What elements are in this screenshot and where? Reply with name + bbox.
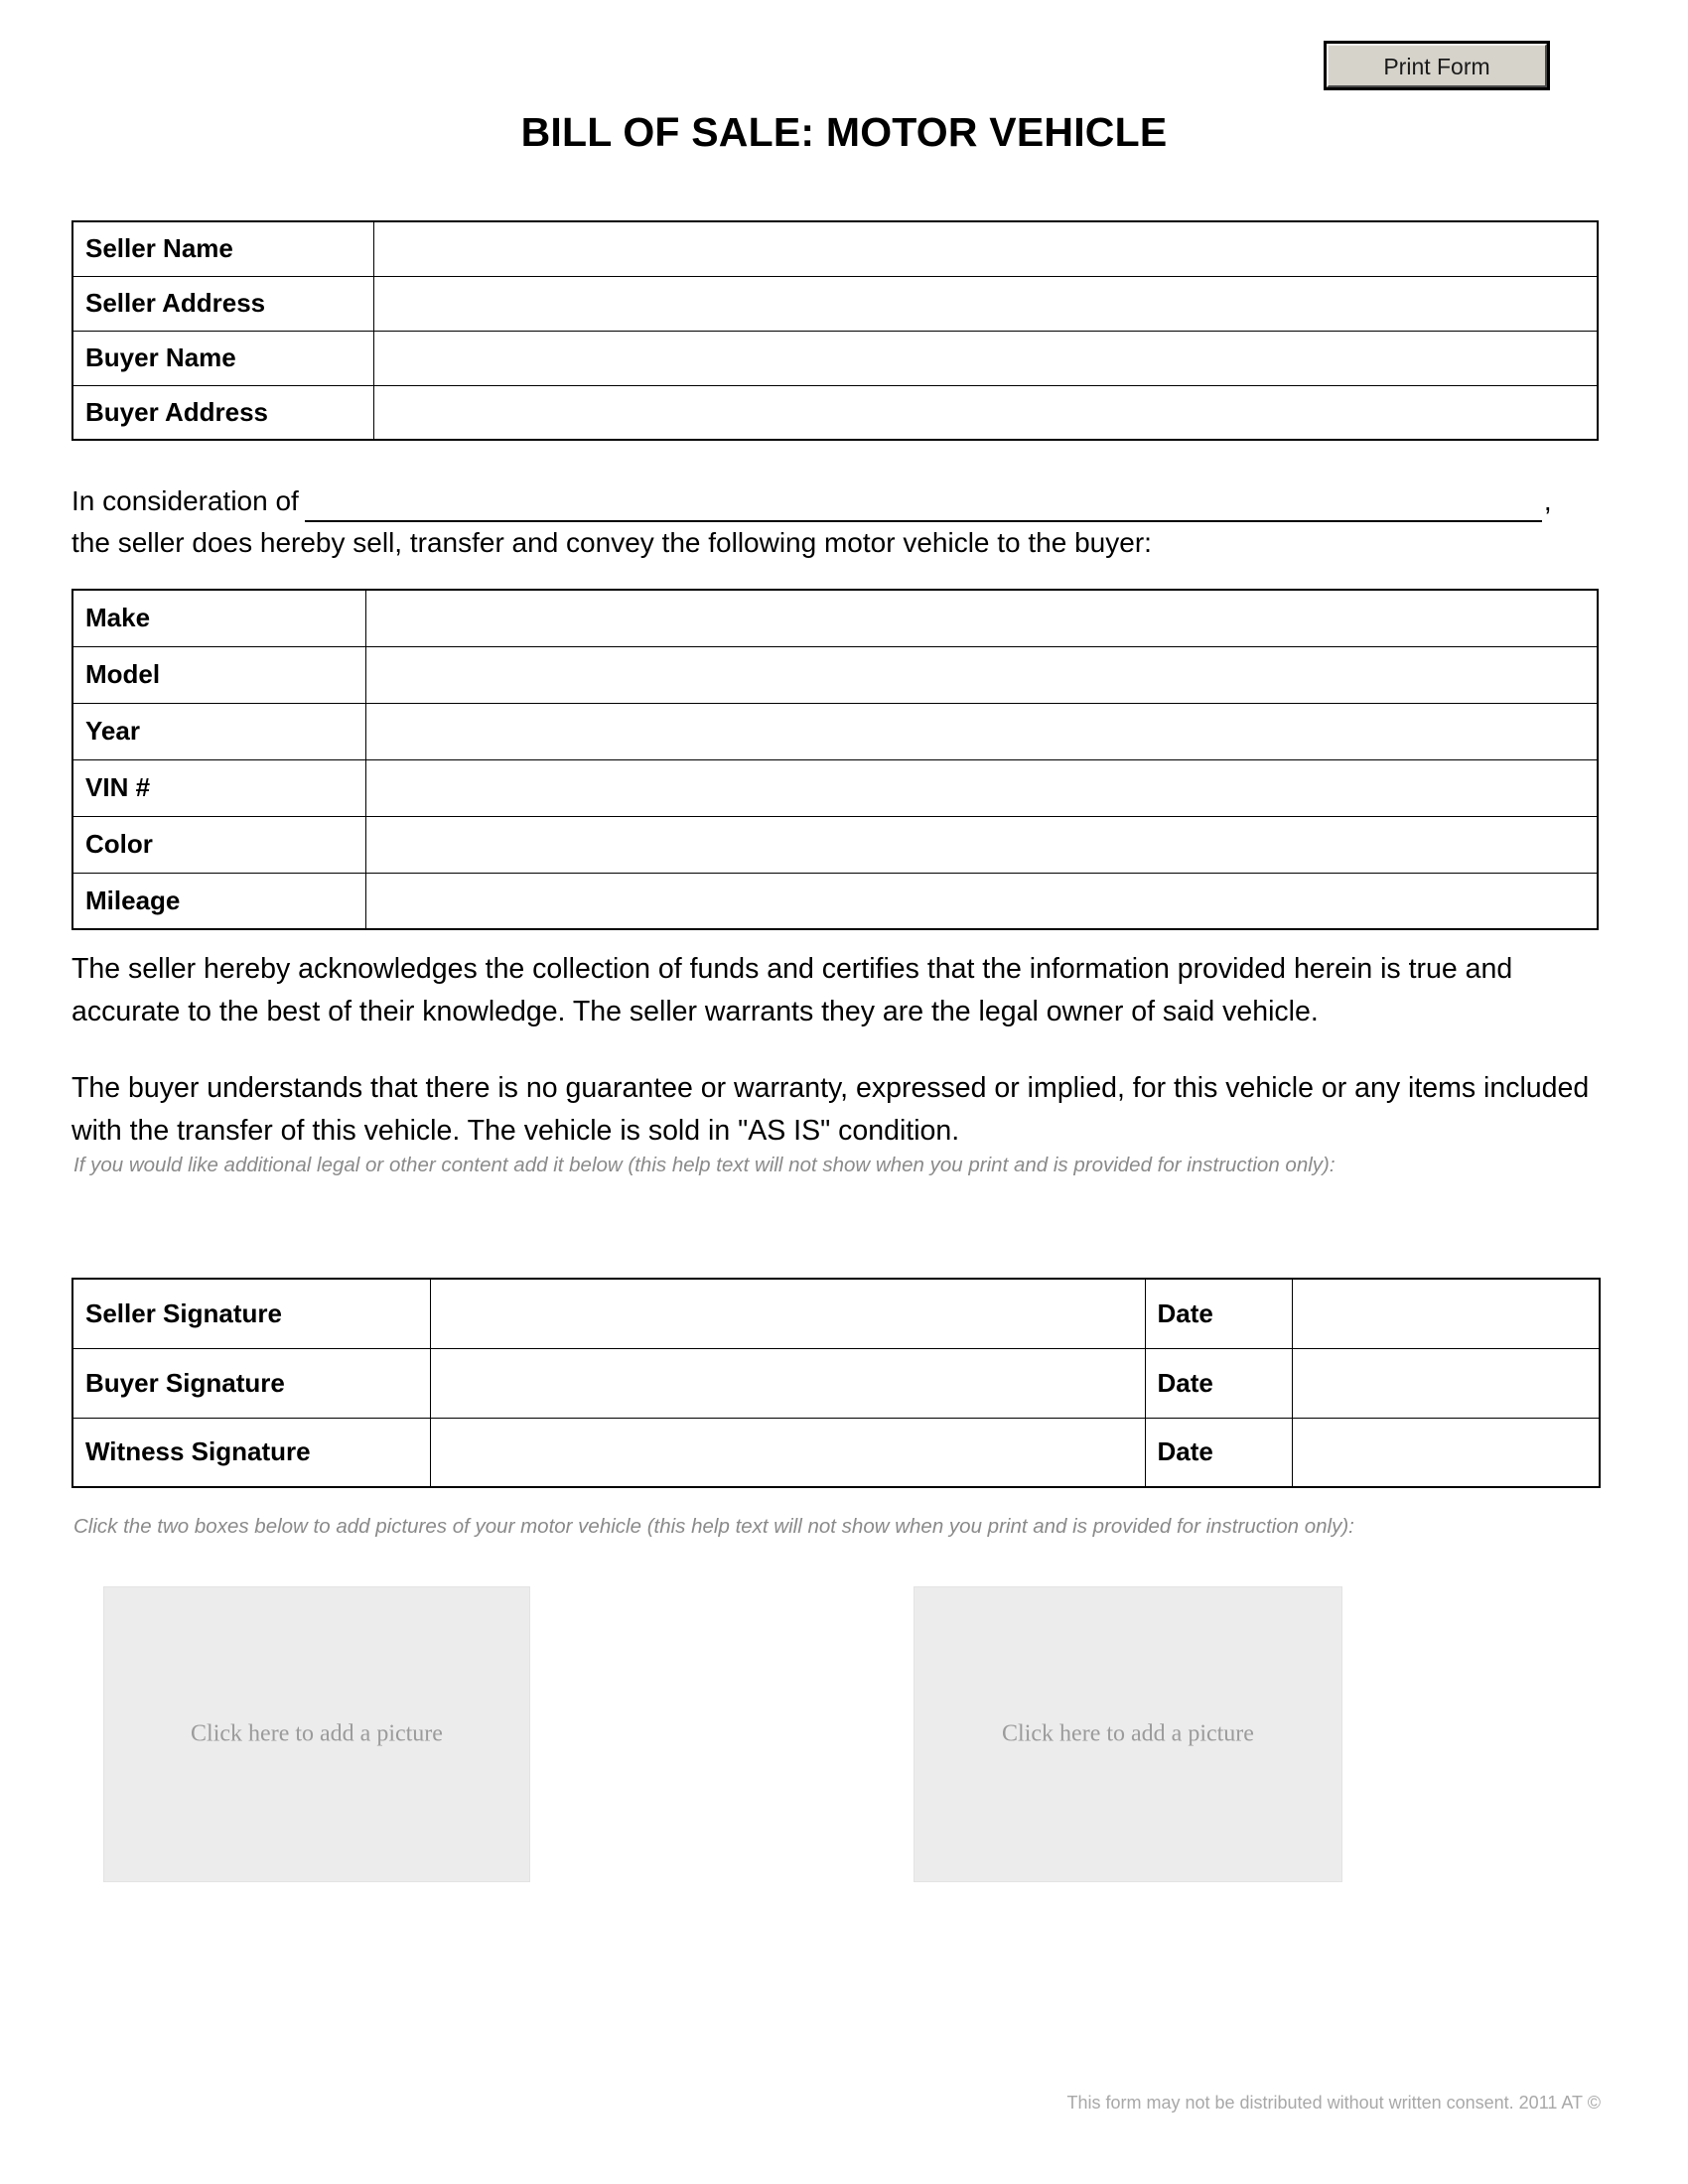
table-row — [72, 331, 1598, 385]
table-row — [72, 221, 1598, 276]
buyer-name-label: Buyer Name — [72, 331, 373, 385]
table-row — [72, 703, 1598, 759]
table-row — [72, 385, 1598, 440]
witness-date-label: Date — [1145, 1418, 1292, 1487]
page-title: BILL OF SALE: MOTOR VEHICLE — [520, 109, 1168, 155]
buyer-address-field[interactable] — [373, 385, 1598, 440]
buyer-name-field[interactable] — [373, 331, 1598, 385]
vehicle-details-table — [71, 589, 1599, 930]
seller-signature-label: Seller Signature — [72, 1279, 430, 1348]
mileage-field[interactable] — [365, 873, 1598, 929]
mileage-label: Mileage — [72, 873, 365, 929]
seller-name-field[interactable] — [373, 221, 1598, 276]
signature-table — [71, 1278, 1601, 1488]
legal-content-help-text: If you would like additional legal or other content add it below (this help text will not show when you print and is provided for instruction only): — [73, 1154, 1336, 1176]
consideration-suffix-text: , — [1543, 485, 1552, 516]
consideration-paragraph — [71, 480, 1601, 564]
model-field[interactable] — [365, 646, 1598, 703]
table-row — [72, 276, 1598, 331]
buyer-signature-field[interactable] — [430, 1348, 1145, 1418]
picture-help-text: Click the two boxes below to add pictures of your motor vehicle (this help text will not show when you print and is provided for instruction only): — [73, 1515, 1354, 1538]
buyer-address-label: Buyer Address — [72, 385, 373, 440]
footer-copyright-note: This form may not be distributed without written consent. 2011 AT © — [1066, 2093, 1601, 2113]
witness-signature-label: Witness Signature — [72, 1418, 430, 1487]
table-row — [72, 759, 1598, 816]
table-row — [72, 590, 1598, 646]
table-row — [72, 1279, 1600, 1348]
witness-signature-field[interactable] — [430, 1418, 1145, 1487]
consideration-line-1 — [71, 480, 1601, 522]
consideration-prefix-text: In consideration of — [71, 485, 299, 516]
buyer-acknowledgement-paragraph: The buyer understands that there is no guarantee or warranty, expressed or implied, for this vehicle or any items included with the transfer of this vehicle. The vehicle is sold in "AS IS" condition. — [71, 1072, 1590, 1147]
model-label: Model — [72, 646, 365, 703]
make-field[interactable] — [365, 590, 1598, 646]
picture-placeholder-2[interactable] — [914, 1586, 1342, 1882]
table-row — [72, 646, 1598, 703]
make-label: Make — [72, 590, 365, 646]
table-row — [72, 1348, 1600, 1418]
table-row — [72, 816, 1598, 873]
witness-date-field[interactable] — [1292, 1418, 1600, 1487]
color-label: Color — [72, 816, 365, 873]
seller-address-field[interactable] — [373, 276, 1598, 331]
color-field[interactable] — [365, 816, 1598, 873]
picture-placeholder-2-label: Click here to add a picture — [1002, 1720, 1254, 1747]
seller-signature-field[interactable] — [430, 1279, 1145, 1348]
vin-field[interactable] — [365, 759, 1598, 816]
seller-date-field[interactable] — [1292, 1279, 1600, 1348]
table-row — [72, 873, 1598, 929]
vin-label: VIN # — [72, 759, 365, 816]
buyer-date-field[interactable] — [1292, 1348, 1600, 1418]
print-form-button-container — [1327, 44, 1547, 87]
year-field[interactable] — [365, 703, 1598, 759]
table-row — [72, 1418, 1600, 1487]
consideration-line-2: the seller does hereby sell, transfer and convey the following motor vehicle to the buyer: — [71, 527, 1152, 558]
seller-name-label: Seller Name — [72, 221, 373, 276]
consideration-amount-input[interactable] — [305, 494, 1542, 522]
seller-date-label: Date — [1145, 1279, 1292, 1348]
picture-placeholder-1[interactable] — [103, 1586, 530, 1882]
seller-acknowledgement-paragraph: The seller hereby acknowledges the collection of funds and certifies that the information provided herein is true and accurate to the best of their knowledge. The seller warrants they are the legal owner of said vehicle. — [71, 953, 1513, 1027]
buyer-date-label: Date — [1145, 1348, 1292, 1418]
seller-address-label: Seller Address — [72, 276, 373, 331]
buyer-signature-label: Buyer Signature — [72, 1348, 430, 1418]
picture-placeholder-1-label: Click here to add a picture — [191, 1720, 443, 1747]
year-label: Year — [72, 703, 365, 759]
print-form-button[interactable]: Print Form — [1327, 44, 1547, 87]
parties-table — [71, 220, 1599, 441]
